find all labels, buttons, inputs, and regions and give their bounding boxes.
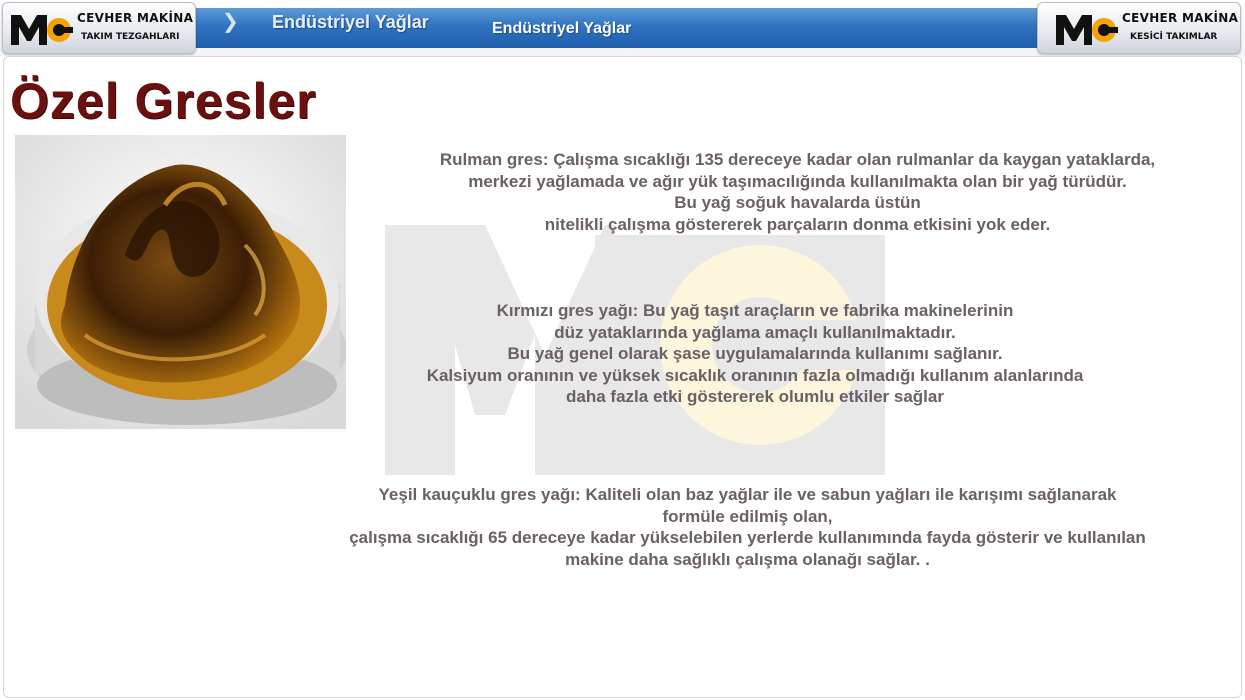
logo-subtitle-right: KESİCİ TAKIMLAR bbox=[1130, 32, 1218, 42]
breadcrumb-primary[interactable]: Endüstriyel Yağlar bbox=[272, 12, 429, 32]
paragraph-line: Rulman gres: Çalışma sıcaklığı 135 dereceye kadar olan rulmanlar da kaygan yataklarda, bbox=[439, 150, 1156, 169]
paragraph-line: Kırmızı gres yağı: Bu yağ taşıt araçların ve fabrika makinelerinin bbox=[496, 301, 1014, 320]
paragraph-line: makine daha sağlıklı çalışma olanağı sağlar. . bbox=[565, 549, 930, 569]
paragraph-line: merkezi yağlamada ve ağır yük taşımacılığında kullanılmakta olan bir yağ türüdür. bbox=[468, 171, 1127, 191]
paragraph-line: Bu yağ genel olarak şase uygulamalarında kullanımı sağlanır. bbox=[507, 344, 1003, 363]
paragraph-line: formüle edilmiş olan, bbox=[662, 506, 833, 526]
company-logo-left[interactable] bbox=[2, 2, 196, 54]
page-title: Özel Gresler bbox=[10, 73, 317, 129]
logo-brand-left: CEVHER MAKİNA bbox=[77, 11, 194, 25]
kirmizi-gres-paragraph bbox=[350, 300, 1160, 408]
paragraph-line: Bu yağ soğuk havalarda üstün bbox=[674, 193, 921, 212]
grease-jar-image bbox=[15, 135, 346, 429]
mc-logo-icon bbox=[9, 11, 73, 47]
logo-subtitle-left: TAKIM TEZGAHLARI bbox=[81, 32, 180, 42]
logo-brand-right: CEVHER MAKİNA bbox=[1122, 11, 1239, 25]
paragraph-line: çalışma sıcaklığı 65 dereceye kadar yükselebilen yerlerde kullanımında fayda gösterir ve kullanılan bbox=[349, 528, 1146, 547]
breadcrumb-secondary[interactable]: Endüstriyel Yağlar bbox=[492, 20, 632, 37]
yesil-gres-paragraph bbox=[255, 484, 1240, 570]
paragraph-line: daha fazla etki göstererek olumlu etkiler sağlar bbox=[566, 387, 944, 406]
paragraph-line: düz yataklarında yağlama amaçlı kullanılmaktadır. bbox=[554, 322, 956, 342]
mc-logo-icon bbox=[1054, 11, 1118, 47]
chevron-right-icon: ❯ bbox=[222, 9, 239, 33]
paragraph-line: Yeşil kauçuklu gres yağı: Kaliteli olan baz yağlar ile ve sabun yağları ile karışımı sağlanarak bbox=[378, 485, 1117, 504]
paragraph-line: Kalsiyum oranının ve yüksek sıcaklık oranının fazla olmadığı kullanım alanlarında bbox=[426, 365, 1084, 385]
company-logo-right[interactable] bbox=[1037, 2, 1241, 54]
rulman-gres-paragraph bbox=[350, 149, 1245, 235]
paragraph-line: nitelikli çalışma göstererek parçaların donma etkisini yok eder. bbox=[544, 214, 1051, 234]
